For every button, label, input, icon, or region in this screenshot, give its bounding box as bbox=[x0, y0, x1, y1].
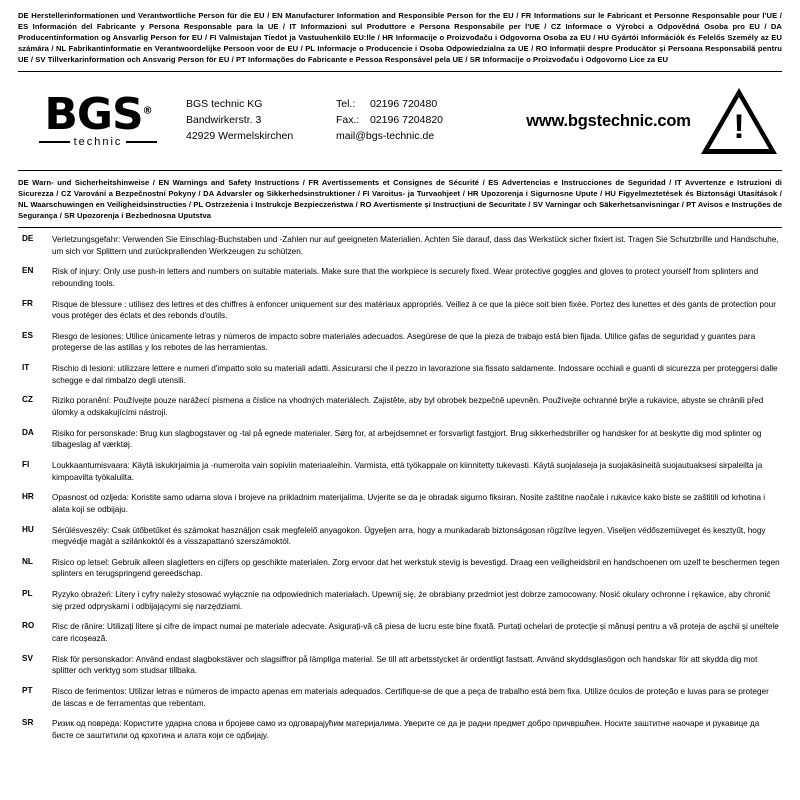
bgs-logo bbox=[18, 88, 168, 149]
language-text: Risk för personskador: Använd endast slagbokstäver och slagsiffror på lämpliga material. Se till att arbetsstycket är ordentligt fastsatt. Använd skyddsglasögon och handskar för att skydda dig mot splitter och verktyg som studsar tillbaka. bbox=[52, 654, 758, 676]
language-code: EN bbox=[22, 266, 34, 276]
table-row bbox=[18, 460, 782, 492]
logo-rule-left bbox=[39, 141, 70, 143]
language-text: Risc de rănire: Utilizați litere și cifre de impact numai pe materiale adecvate. Asigurați-vă că piesa de lucru este bine fixată. Purtați ochelari de protecție și mănuși pentru a vă proteja de așchii și uneltele care ricoșează. bbox=[52, 622, 779, 644]
website-url[interactable]: www.bgstechnic.com bbox=[526, 111, 691, 130]
divider-bottom bbox=[18, 227, 782, 228]
warning-triangle-container bbox=[696, 88, 782, 154]
table-row bbox=[18, 234, 782, 266]
language-code: FR bbox=[22, 298, 33, 308]
language-code: SR bbox=[22, 718, 34, 728]
company-address bbox=[168, 97, 336, 144]
table-row bbox=[18, 718, 782, 750]
table-row bbox=[18, 363, 782, 395]
language-text: Risk of injury: Only use push-in letters and numbers on suitable materials. Make sure that the workpiece is securely fixed. Wear protective goggles and gloves to protect yourself from splinters and rebounding tools. bbox=[52, 267, 759, 288]
telephone-value: 02196 720480 bbox=[370, 98, 438, 111]
logo-wordmark bbox=[44, 88, 152, 140]
language-code: PT bbox=[22, 685, 33, 695]
table-row bbox=[18, 331, 782, 363]
divider-top bbox=[18, 71, 782, 72]
company-contact bbox=[336, 97, 521, 144]
warning-triangle-icon bbox=[701, 88, 777, 154]
language-text: Risiko for personskade: Brug kun slagbogstaver og -tal på egnede materialer. Sørg for, at arbejdsemnet er forsvarligt fastgjort. Brug sikkerhedsbriller og handsker for at beskytte dig mod splinter og tilbageslag af værktøj. bbox=[52, 428, 762, 450]
language-code: CZ bbox=[22, 395, 33, 405]
table-row bbox=[18, 525, 782, 557]
table-row bbox=[18, 266, 782, 298]
language-code: SV bbox=[22, 653, 33, 663]
language-text: Opasnost od ozljeda: Koristite samo udarna slova i brojeve na prikladnim materijalima. Uvjerite se da je obradak sigurno fiksiran. Nosite zaštitne naočale i rukavice kako biste se zaštitili od krhotina i alata koji se odbijaju. bbox=[52, 493, 766, 514]
table-row bbox=[18, 686, 782, 718]
safety-instructions-body bbox=[18, 234, 782, 751]
registered-trademark-icon: ® bbox=[142, 104, 152, 116]
fax-row bbox=[336, 113, 521, 129]
table-row bbox=[18, 557, 782, 589]
divider-middle bbox=[18, 170, 782, 171]
language-text: Riziko poranění: Používejte pouze narážecí písmena a číslice na vhodných materiálech. Zajistěte, aby byl obrobek bezpečně upevněn. Používejte ochranné brýle a rukavice, abyste se chránili před úlomky a odskakujícími nástroji. bbox=[52, 396, 764, 418]
language-code: NL bbox=[22, 556, 33, 566]
language-code: HR bbox=[22, 492, 34, 502]
language-text: Loukkaantumisvaara: Käytä iskukirjaimia ja -numeroita vain sopiviin materiaaleihin. Varmista, että työkappale on kiinnitetty tukevasti. Käytä suojalaseja ja suojakäsineitä suojautuaksesi sirpaleilta ja kimpoavilta työkaluilta. bbox=[52, 460, 763, 482]
table-row bbox=[18, 395, 782, 427]
fax-label: Fax.: bbox=[336, 114, 360, 127]
logo-rule-right bbox=[126, 141, 157, 143]
language-text: Rischio di lesioni: utilizzare lettere e numeri d'impatto solo su materiali adatti. Assicurarsi che il pezzo in lavorazione sia fissato saldamente. Indossare occhiali e guanti di sicurezza per proteggersi dalle schegge e dal rimbalzo degli utensili. bbox=[52, 364, 778, 385]
language-text: Ryzyko obrażeń: Litery i cyfry należy stosować wyłącznie na odpowiednich materiałach. Upewnij się, że obrabiany przedmiot jest dobrze zamocowany. Nosić okulary ochronne i rękawice, aby chronić się przed odpryskami i odbijającymi się narzędziami. bbox=[52, 590, 771, 611]
company-information-band bbox=[18, 78, 782, 164]
telephone-row bbox=[336, 97, 521, 113]
company-city: 42929 Wermelskirchen bbox=[186, 129, 294, 142]
table-row bbox=[18, 589, 782, 621]
language-code: DA bbox=[22, 427, 34, 437]
email-value[interactable]: mail@bgs-technic.de bbox=[336, 129, 435, 142]
language-code: DE bbox=[22, 234, 34, 243]
language-text: Riesgo de lesiones: Utilice únicamente letras y números de impacto sobre materiales adecuados. Asegúrese de que la pieza de trabajo está bien fijada. Utilice gafas de seguridad y guantes para protegerse de las astillas y los rebotes de las herramientas. bbox=[52, 331, 756, 353]
telephone-label: Tel.: bbox=[336, 98, 356, 111]
manufacturer-info-heading: DE Herstellerinformationen und Verantwortliche Person für die EU / EN Manufacturer Information and Responsible Person for the EU / FR Informations sur le Fabricant et Personne Responsable pour l'UE / ES Información del Fabricante y Persona Responsable para la UE / IT Informazioni sul Produttore e Persona Responsabile per l'UE / CZ Informace o Výrobci a Odpovědná Osoba pro EU / DA Producentinformation og Ansvarlig Person for EU / FI Valmistajan Tiedot ja Vastuuhenkilö EU:lle / HR Informacije o Proizvođaču i Odgovorna Osoba za EU / HU Gyártói Információk és Felelős Személy az EU számára / NL Fabrikantinformatie en Verantwoordelijke Persoon voor de EU / PL Informacje o Producencie i Osoba Odpowiedzialna za UE / RO Informații despre Producător și Persoana Responsabilă pentru UE / SV Tillverkarinformation och Ansvarig Person för EU / PT Informações do Fabricante e Pessoa Responsável pela UE / SR Informacije o Proizvođaču i Odgovorno Lice za EU bbox=[18, 11, 782, 64]
fax-value: 02196 7204820 bbox=[370, 114, 443, 127]
language-text: Risco de ferimentos: Utilizar letras e números de impacto apenas em materiais adequados. Certifique-se de que a peça de trabalho está bem fixa. Utilize óculos de proteção e luvas para se proteger de lascas e de ferramentas que rebentam. bbox=[52, 686, 769, 708]
language-text: Risque de blessure : utilisez des lettres et des chiffres à enfoncer uniquement sur des matériaux appropriés. Veillez à ce que la pièce soit bien fixée. Portez des lunettes et des gants de protection pour vous protéger des éclats et des rebonds d'outils. bbox=[52, 299, 776, 321]
language-text: Risico op letsel: Gebruik alleen slagletters en cijfers op geschikte materialen. Zorg ervoor dat het werkstuk stevig is bevestigd. Draag een veiligheidsbril en handschoenen om uzelf te beschermen tegen splinters en terugspringend gereedschap. bbox=[52, 557, 780, 579]
language-code: PL bbox=[22, 589, 33, 599]
language-code: HU bbox=[22, 524, 34, 534]
company-street: Bandwirkerstr. 3 bbox=[186, 114, 262, 127]
language-code: ES bbox=[22, 330, 33, 340]
language-code: IT bbox=[22, 363, 30, 373]
language-text: Verletzungsgefahr: Verwenden Sie Einschlag-Buchstaben und -Zahlen nur auf geeigneten Materialien. Achten Sie darauf, dass das Werkstück sicher fixiert ist. Tragen Sie Schutzbrille und Handschuhe, um sich vor Splittern und zurückprallenden Werkzeugen zu schützen. bbox=[52, 235, 779, 256]
logo-subtitle-text: technic bbox=[73, 136, 123, 149]
company-name: BGS technic KG bbox=[186, 98, 263, 111]
language-text: Ризик од повреда: Користите ударна слова и бројеве само из одговарајућим материјалима. Уверите се да је радни предмет добро причвршћен. Носите заштитне наочаре и рукавице да бисте се заштитили од крхотина и алата који се одбијају. bbox=[52, 719, 760, 740]
language-code: RO bbox=[22, 621, 35, 631]
language-text: Sérülésveszély: Csak ütőbetűket és számokat használjon csak megfelelő anyagokon. Ügyeljen arra, hogy a munkadarab biztonságosan rögzítve legyen. Viseljen védőszemüveget és kesztyűt, hogy megvédje magát a szilánkoktól és a visszapattanó szerszámoktól. bbox=[52, 525, 766, 547]
table-row bbox=[18, 428, 782, 460]
safety-instructions-heading: DE Warn- und Sicherheitshinweise / EN Warnings and Safety Instructions / FR Avertissements et Consignes de Sécurité / ES Advertencias e Instrucciones de Seguridad / IT Avvertenze e Istruzioni di Sicurezza / CZ Varování a Bezpečnostní Pokyny / DA Advarsler og Sikkerhedsinstruktioner / FI Varoitus- ja Turvaohjeet / HR Upozorenja i Sigurnosne Upute / HU Figyelmeztetések és Biztonsági Utasítások / NL Waarschuwingen en Veiligheidsinstructies / PL Ostrzeżenia i Instrukcje Bezpieczeństwa / RO Avertismente și Instrucțiuni de Securitate / SV Varningar och Säkerhetsanvisningar / PT Avisos e Instruções de Segurança / SR Upozorenja i Bezbednosna Uputstva bbox=[18, 178, 782, 220]
table-row bbox=[18, 654, 782, 686]
table-row bbox=[18, 621, 782, 653]
logo-text: BGS bbox=[44, 88, 143, 140]
exclamation-mark-icon: ! bbox=[733, 108, 745, 146]
email-row[interactable] bbox=[336, 129, 521, 145]
table-row bbox=[18, 492, 782, 524]
table-row bbox=[18, 299, 782, 331]
safety-instructions-table bbox=[18, 234, 782, 751]
language-code: FI bbox=[22, 459, 30, 469]
